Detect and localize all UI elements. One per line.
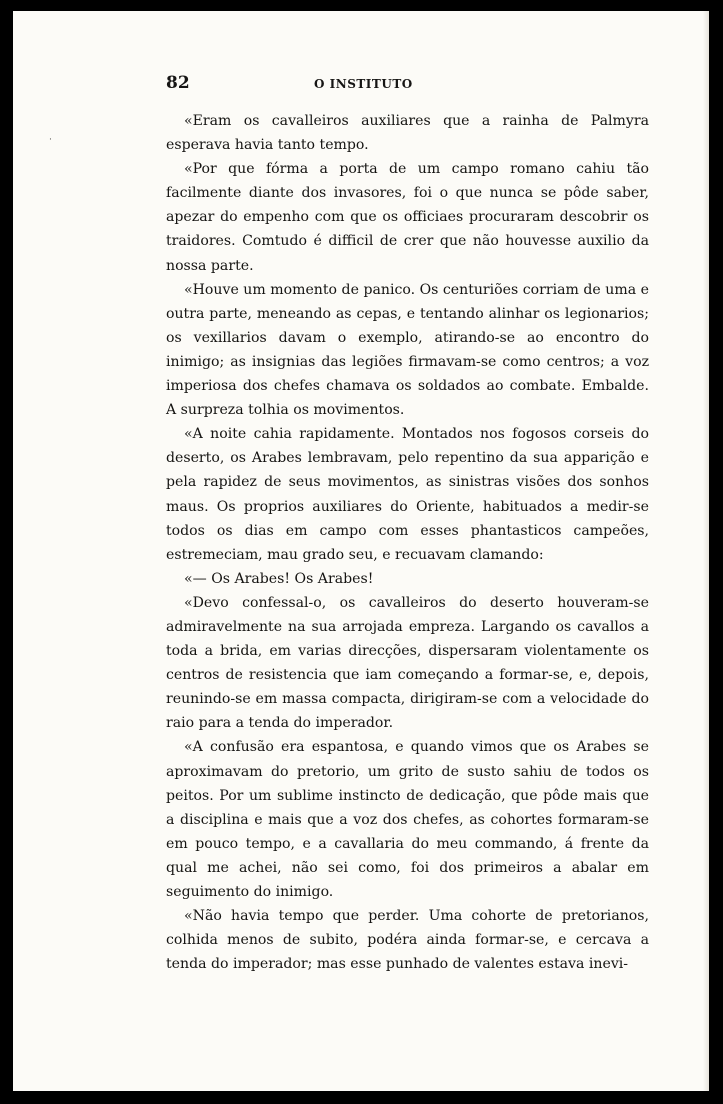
paragraph: «Eram os cavalleiros auxiliares que a rainha de Palmyra esperava havia tanto tempo. [166,113,649,154]
paragraph: «Houve um momento de panico. Os centuriões corriam de uma e outra parte, meneando as cepas, e tentando alinhar os legionarios; os vexillarios davam o exemplo, atirando-se ao encontro do inimigo; as insignias das legiões firmavam-se como centros; a voz imperiosa dos chefes chamava os soldados ao combate. Embalde. A surpreza tolhia os movimentos. [166,281,649,419]
margin-speck: · [49,135,52,145]
running-title: O INSTITUTO [314,77,413,91]
paragraph: «— Os Arabes! Os Arabes! [184,570,374,587]
paragraph: «Devo confessal-o, os cavalleiros do deserto houveram-se admiravelmente na sua arrojada empreza. Largando os cavallos a toda a brida, em varias direcções, dispersaram violentamente os centros de resistencia que iam começando a formar-se, e, depois, reunindo-se em massa compacta, dirigiram-se com a velocidade do raio para a tenda do imperador. [166,594,649,732]
page-header [166,73,656,97]
body-text [166,109,649,976]
book-page [13,11,709,1091]
paragraph: «Não havia tempo que perder. Uma cohorte de pretorianos, colhida menos de subito, podéra ainda formar-se, e cercava a tenda do imperador; mas esse punhado de valentes estava inevi- [166,908,649,973]
page-number: 82 [166,73,190,93]
paragraph: «Por que fórma a porta de um campo romano cahiu tão facilmente diante dos invasores, foi o que nunca se pôde saber, apezar do empenho com que os officiaes procuraram descobrir os traidores. Comtudo é difficil de crer que não houvesse auxilio da nossa parte. [166,161,649,274]
paragraph: «A confusão era espantosa, e quando vimos que os Arabes se aproximavam do pretorio, um grito de susto sahiu de todos os peitos. Por um sublime instincto de dedicação, que pôde mais que a disciplina e mais que a voz dos chefes, as cohortes formaram-se em pouco tempo, e a cavallaria do meu commando, á frente da qual me achei, não sei como, foi dos primeiros a abalar em seguimento do inimigo. [166,739,649,900]
paragraph: «A noite cahia rapidamente. Montados nos fogosos corseis do deserto, os Arabes lembravam, pelo repentino da sua apparição e pela rapidez de seus movimentos, as sinistras visões dos sonhos maus. Os proprios auxiliares do Oriente, habituados a medir-se todos os dias em campo com esses phantasticos campeões, estremeciam, mau grado seu, e recuavam clamando: [166,426,649,563]
